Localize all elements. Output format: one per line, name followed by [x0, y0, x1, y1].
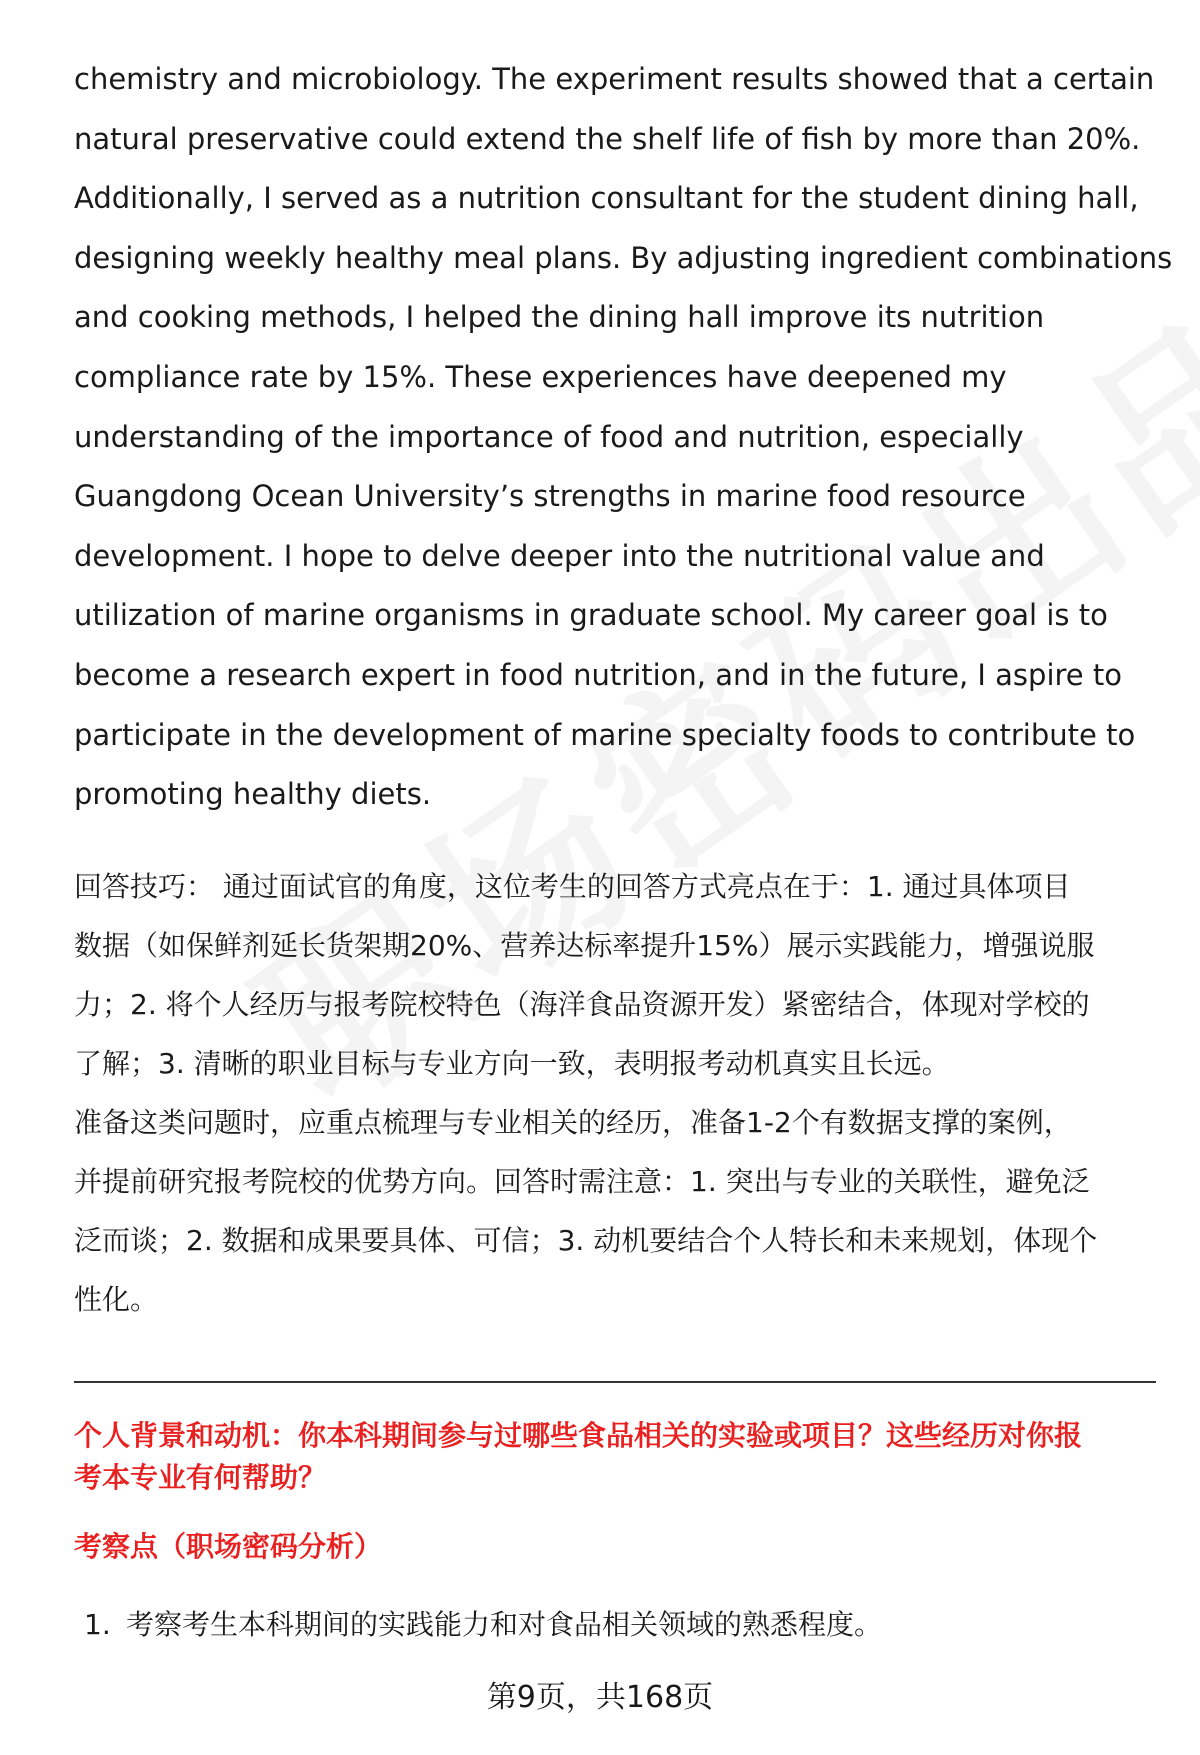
- prep-line: 准备这类问题时，应重点梳理与专业相关的经历，准备1-2个有数据支撑的案例，: [74, 1106, 1072, 1139]
- answer-line: utilization of marine organisms in graduate school. My career goal is to: [74, 598, 1108, 633]
- list-item-text: 考察考生本科期间的实践能力和对食品相关领域的熟悉程度。: [126, 1608, 883, 1641]
- list-item-number: 1.: [84, 1608, 111, 1641]
- prep-line: 泛而谈；2. 数据和成果要具体、可信；3. 动机要结合个人特长和未来规划，体现个: [74, 1224, 1098, 1257]
- answer-paragraph-english: [74, 50, 1173, 825]
- answer-line: chemistry and microbiology. The experiment results showed that a certain: [74, 62, 1155, 96]
- tips-line: 力；2. 将个人经历与报考院校特色（海洋食品资源开发）紧密结合，体现对学校的: [74, 988, 1090, 1021]
- question-line: 考本专业有何帮助？: [74, 1461, 327, 1494]
- answer-line: understanding of the importance of food and nutrition, especially: [74, 419, 1024, 454]
- answer-line: and cooking methods, I helped the dining hall improve its nutrition: [74, 300, 1045, 335]
- answer-tips-paragraph: [74, 857, 1164, 1093]
- question-line: 个人背景和动机：你本科期间参与过哪些食品相关的实验或项目？这些经历对你报: [74, 1419, 1083, 1452]
- tips-line: 了解；3. 清晰的职业目标与专业方向一致，表明报考动机真实且长远。: [74, 1047, 950, 1080]
- tips-line: 数据（如保鲜剂延长货架期20%、营养达标率提升15%）展示实践能力，增强说服: [74, 929, 1095, 962]
- section-divider: [74, 1381, 1156, 1383]
- preparation-advice-paragraph: [74, 1093, 1164, 1329]
- assessment-points-title: 考察点（职场密码分析）: [74, 1530, 383, 1563]
- page-number-footer: 第9页，共168页: [486, 1680, 714, 1715]
- answer-line: become a research expert in food nutrition, and in the future, I aspire to: [74, 657, 1122, 692]
- tips-line: 回答技巧： 通过面试官的角度，这位考生的回答方式亮点在于：1. 通过具体项目: [74, 870, 1071, 903]
- answer-line: natural preservative could extend the shelf life of fish by more than 20%.: [74, 121, 1141, 156]
- question-heading: [74, 1415, 1164, 1499]
- answer-line: designing weekly healthy meal plans. By adjusting ingredient combinations: [74, 240, 1173, 275]
- assessment-points-list: [84, 1604, 882, 1646]
- answer-line: Additionally, I served as a nutrition consultant for the student dining hall,: [74, 181, 1139, 216]
- prep-line: 性化。: [74, 1283, 159, 1316]
- answer-line: compliance rate by 15%. These experiences have deepened my: [74, 359, 1007, 394]
- answer-line: promoting healthy diets.: [74, 777, 432, 812]
- answer-line: development. I hope to delve deeper into the nutritional value and: [74, 538, 1045, 573]
- list-item: [84, 1604, 882, 1646]
- answer-line: participate in the development of marine specialty foods to contribute to: [74, 717, 1136, 752]
- answer-line: Guangdong Ocean University’s strengths in marine food resource: [74, 479, 1026, 514]
- prep-line: 并提前研究报考院校的优势方向。回答时需注意：1. 突出与专业的关联性，避免泛: [74, 1165, 1090, 1198]
